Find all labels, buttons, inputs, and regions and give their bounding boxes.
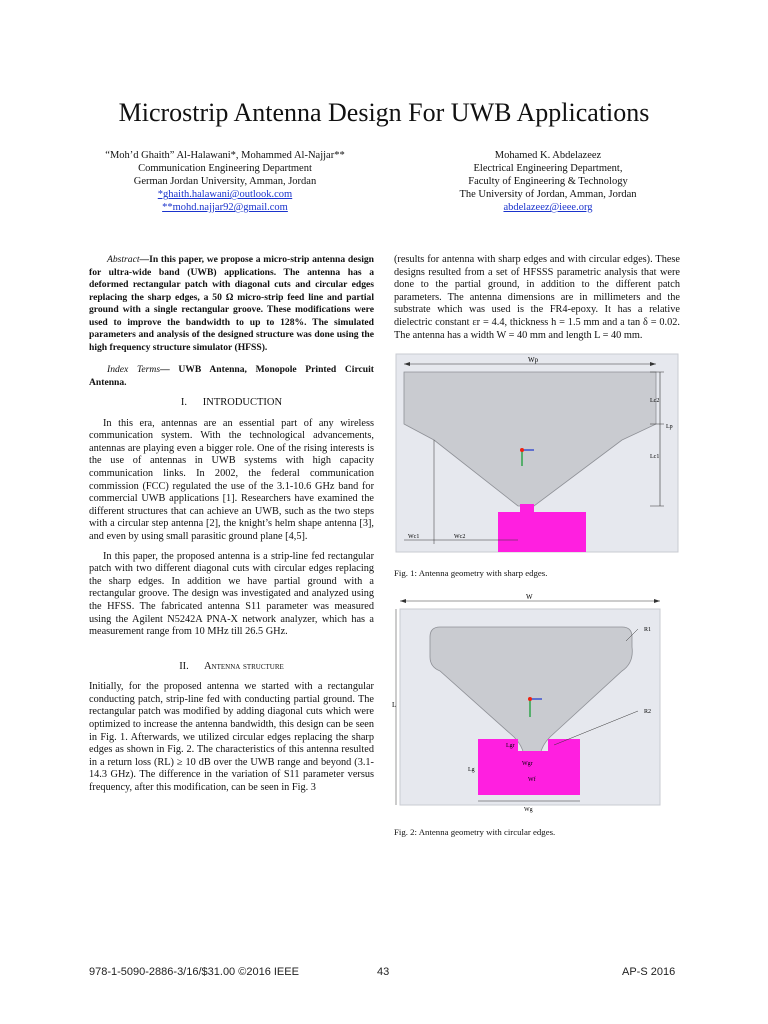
label-r1: R1	[644, 627, 652, 634]
footer-conference: AP-S 2016	[622, 966, 676, 978]
label-lc1: Lc1	[650, 454, 660, 461]
figure-2	[394, 595, 680, 838]
right-column	[394, 254, 680, 839]
label-wc1: Wc1	[408, 534, 420, 541]
footer-isbn: 978-1-5090-2886-3/16/$31.00 ©2016 IEEE	[89, 966, 299, 978]
figure-1-caption: Fig. 1: Antenna geometry with sharp edges.	[394, 567, 548, 578]
label-l: L	[392, 701, 397, 710]
feed-line	[520, 504, 534, 524]
label-wgr: Wgr	[522, 761, 533, 768]
section-heading-introduction: I. INTRODUCTION	[180, 397, 283, 408]
email-link-1[interactable]: *ghaith.halawani@outlook.com	[157, 189, 293, 200]
figure-1	[394, 354, 680, 579]
section-heading-antenna-structure: II. Antenna structure	[179, 660, 284, 672]
label-lp: Lp	[666, 424, 673, 431]
author-name: Mohamed K. Abdelazeez	[494, 150, 602, 161]
index-terms-text: — UWB Antenna, Monopole Printed Circuit Antenna.	[89, 364, 374, 388]
ground-plane	[498, 512, 586, 552]
label-lg: Lg	[468, 767, 475, 774]
label-r2: R2	[644, 709, 652, 716]
label-wf: Wf	[528, 777, 536, 784]
abstract-text: —In this paper, we propose a micro-strip antenna design for ultra-wide band (UWB) applications. The antenna has a deformed rectangular patch with diagonal cuts and circular edges replacing the sharp edges, a 50 Ω micro-strip feed line and partial ground with a single rectangular groove. These modifications were used to improve the bandwidth to up to 128%. The simulated parameters and analysis of the designed structure was done using the high frequency structure simulator (HFSS).	[89, 254, 374, 353]
author-faculty: Faculty of Engineering & Technology	[468, 176, 628, 187]
abstract	[89, 254, 374, 354]
left-column	[89, 254, 374, 802]
email-link-3[interactable]: abdelazeez@ieee.org	[503, 202, 593, 213]
paper-title: Microstrip Antenna Design For UWB Applications	[118, 98, 650, 127]
right-paragraph-1: (results for antenna with sharp edges and with circular edges). These designs resulted from a set of HFSSS parametric analysis that were done to the partial ground, in addition to the different patch parameters. The antenna dimensions are in millimeters and the substrate which was used is the FR4-epoxy. It has a relative dielectric constant εr = 4.4, thickness h = 1.5 mm and a tan δ = 0.02. The antenna has a width W = 40 mm and length L = 40 mm.	[394, 254, 680, 341]
index-terms-label: Index Terms	[107, 364, 161, 375]
structure-paragraph-1: Initially, for the proposed antenna we started with a rectangular conducting patch, strip-line fed with conducting partial ground. The rectangular patch was modified by adding diagonal cuts which were optimized to increase the antenna bandwidth, this design can be seen in Fig. 1. Afterwards, we utilized circular edges replacing the sharp edges as shown in Fig. 2. The characteristics of this antenna resulted in a return loss (RL) ≥ 10 dB over the UWB range and beyond (3.1-14.3 GHz). The difference in the variation of S11 parameter versus frequency, after this modification, can be seen in Fig. 3	[89, 681, 374, 794]
label-wp: Wp	[528, 356, 539, 365]
label-wc2: Wc2	[454, 534, 466, 541]
figure-2-caption: Fig. 2: Antenna geometry with circular edges.	[394, 826, 556, 837]
author-block-left	[60, 149, 390, 214]
label-w: W	[526, 593, 533, 602]
label-lgr: Lgr	[506, 743, 515, 750]
intro-paragraph-2: In this paper, the proposed antenna is a strip-line fed rectangular patch with two different diagonal cuts with circular edges replacing the sharp edges. In addition we have partial ground with a rectangular groove. The design was investigated and analyzed using the HFSS. The fabricated antenna S11 parameter was measured using the Agilent N5242A PNA-X network analyzer, which has a measurement range from 10 MHz till 26.5 GHz.	[89, 550, 374, 638]
label-wg: Wg	[524, 807, 533, 814]
footer-page-number: 43	[377, 966, 390, 978]
author-names: “Moh’d Ghaith” Al-Halawani*, Mohammed Al-Najjar**	[105, 150, 345, 161]
email-link-2[interactable]: **mohd.najjar92@gmail.com	[162, 202, 288, 213]
author-dept: Electrical Engineering Department,	[473, 163, 623, 174]
figure-1-drawing	[394, 354, 680, 554]
abstract-label: Abstract	[107, 254, 140, 265]
index-terms	[89, 364, 374, 389]
author-dept: Communication Engineering Department	[138, 163, 312, 174]
figure-2-drawing	[394, 595, 680, 813]
label-lc2: Lc2	[650, 398, 660, 405]
author-block-right	[388, 149, 708, 214]
author-affiliation: German Jordan University, Amman, Jordan	[133, 176, 317, 187]
intro-paragraph-1: In this era, antennas are an essential part of any wireless communication system. With the technological advancements, antennas are playing even a bigger role. One of the rising interests is the use of antennas in UWB systems with high capacity communication links. In 2002, the federal communication commission (FCC) regulated the use of the 3.1-10.6 GHz band for commercial UWB applications [1]. Researchers have examined the different structures that can achieve an UWB, such as the two steps with a circular step antenna [2], the knight’s helm shape antenna [3], and even by using small parasitic ground plane [4,5].	[89, 417, 374, 542]
author-university: The University of Jordan, Amman, Jordan	[459, 189, 637, 200]
